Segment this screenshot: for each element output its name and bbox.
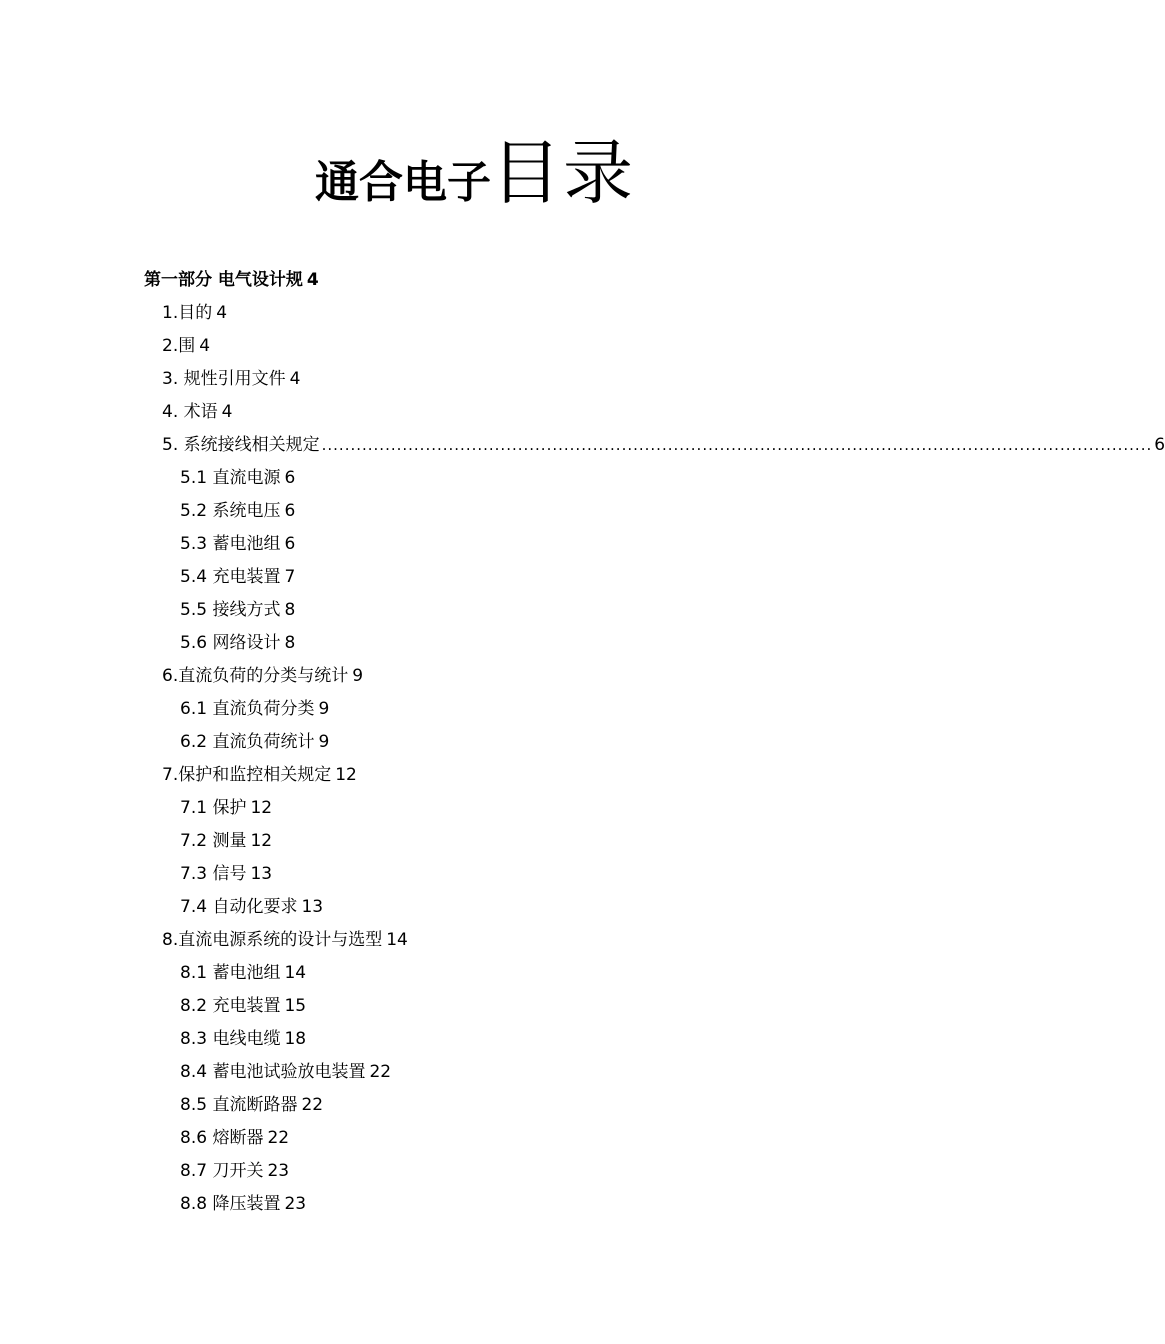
toc-entry-8-8[interactable] [180,1191,306,1217]
toc-entry-5-6[interactable] [180,630,295,656]
toc-entry-label: 3. 规性引用文件 [162,369,286,389]
toc-entry-page: 12 [250,831,273,851]
toc-entry-page: 12 [335,765,357,785]
toc-entry-label: 5.6 网络设计 [180,633,281,653]
toc-entry-page: 12 [250,798,273,818]
toc-entry-label: 8.2 充电装置 [180,996,281,1016]
toc-entry-page: 8 [284,600,296,620]
toc-entry-page: 23 [284,1194,307,1214]
title-company: 通合电子 [315,157,491,208]
toc-entry-label: 4. 术语 [162,402,218,422]
toc-entry-label: 6.直流负荷的分类与统计 [162,666,349,686]
toc-entry-3[interactable] [162,366,300,392]
toc-entry-4[interactable] [162,399,232,425]
toc-entry-6-1[interactable] [180,696,329,722]
toc-entry-page: 6 [1154,435,1165,455]
toc-entry-page: 4 [289,369,301,389]
toc-entry-page: 8 [284,633,296,653]
toc-entry-label: 8.7 刀开关 [180,1161,264,1181]
toc-entry-label: 8.3 电线电缆 [180,1029,281,1049]
toc-entry-label: 7.2 测量 [180,831,247,851]
toc-entry-label: 8.5 直流断路器 [180,1095,298,1115]
toc-entry-8-5[interactable] [180,1092,323,1118]
toc-entry-5-3[interactable] [180,531,295,557]
toc-entry-label: 5.4 充电装置 [180,567,281,587]
toc-entry-7-1[interactable] [180,795,272,821]
toc-entry-1[interactable] [162,300,227,326]
toc-entry-page: 4 [199,336,211,356]
toc-entry-page: 7 [284,567,296,587]
toc-entry-7-3[interactable] [180,861,272,887]
toc-entry-label: 7.4 自动化要求 [180,897,298,917]
toc-entry-page: 6 [284,501,296,521]
toc-entry-page: 6 [284,534,296,554]
toc-entry-label: 7.1 保护 [180,798,247,818]
toc-entry-page: 13 [301,897,324,917]
toc-entry-label: 第一部分 电气设计规 [144,270,303,290]
toc-entry-page: 4 [306,270,319,290]
toc-entry-8-6[interactable] [180,1125,289,1151]
toc-entry-page: 4 [216,303,228,323]
toc-entry-label: 7.保护和监控相关规定 [162,765,332,785]
toc-entry-8-7[interactable] [180,1158,289,1184]
toc-entry-8-4[interactable] [180,1059,391,1085]
toc-entry-8[interactable] [162,927,408,953]
toc-entry-label: 5.3 蓄电池组 [180,534,281,554]
title-contents: 目录 [491,132,635,214]
toc-entry-page: 15 [284,996,307,1016]
toc-entry-label: 6.2 直流负荷统计 [180,732,315,752]
toc-entry-page: 18 [284,1029,307,1049]
toc-entry-label: 7.3 信号 [180,864,247,884]
toc-entry-5[interactable] [162,432,1165,458]
toc-entry-label: 8.6 熔断器 [180,1128,264,1148]
document-title [0,132,950,214]
toc-entry-7[interactable] [162,762,357,788]
toc-entry-label: 8.8 降压装置 [180,1194,281,1214]
toc-entry-label: 5.1 直流电源 [180,468,281,488]
toc-entry-label: 8.4 蓄电池试验放电装置 [180,1062,366,1082]
toc-entry-6-2[interactable] [180,729,329,755]
toc-entry-label: 8.1 蓄电池组 [180,963,281,983]
toc-entry-label: 5.2 系统电压 [180,501,281,521]
toc-entry-6[interactable] [162,663,363,689]
toc-entry-page: 22 [267,1128,290,1148]
toc-entry-5-4[interactable] [180,564,295,590]
toc-entry-8-2[interactable] [180,993,306,1019]
toc-entry-part1[interactable] [144,267,319,293]
toc-entry-label: 8.直流电源系统的设计与选型 [162,930,383,950]
toc-entry-5-1[interactable] [180,465,295,491]
toc-entry-label: 6.1 直流负荷分类 [180,699,315,719]
toc-entry-2[interactable] [162,333,210,359]
toc-entry-page: 13 [250,864,273,884]
toc-entry-8-3[interactable] [180,1026,306,1052]
toc-entry-label: 1.目的 [162,303,213,323]
toc-entry-page: 14 [284,963,307,983]
toc-entry-label: 5. 系统接线相关规定 [162,435,320,455]
toc-entry-page: 9 [318,732,330,752]
toc-entry-page: 23 [267,1161,290,1181]
toc-entry-label: 5.5 接线方式 [180,600,281,620]
toc-entry-7-4[interactable] [180,894,323,920]
toc-dot-leader: ................................................................................................................................................ [321,436,1153,454]
toc-entry-page: 9 [352,666,364,686]
toc-entry-8-1[interactable] [180,960,306,986]
toc-entry-page: 22 [301,1095,324,1115]
toc-entry-7-2[interactable] [180,828,272,854]
toc-entry-page: 14 [386,930,408,950]
toc-entry-label: 2.围 [162,336,196,356]
toc-entry-5-2[interactable] [180,498,295,524]
toc-entry-page: 6 [284,468,296,488]
toc-entry-page: 22 [369,1062,392,1082]
toc-entry-5-5[interactable] [180,597,295,623]
toc-entry-page: 9 [318,699,330,719]
toc-entry-page: 4 [221,402,233,422]
